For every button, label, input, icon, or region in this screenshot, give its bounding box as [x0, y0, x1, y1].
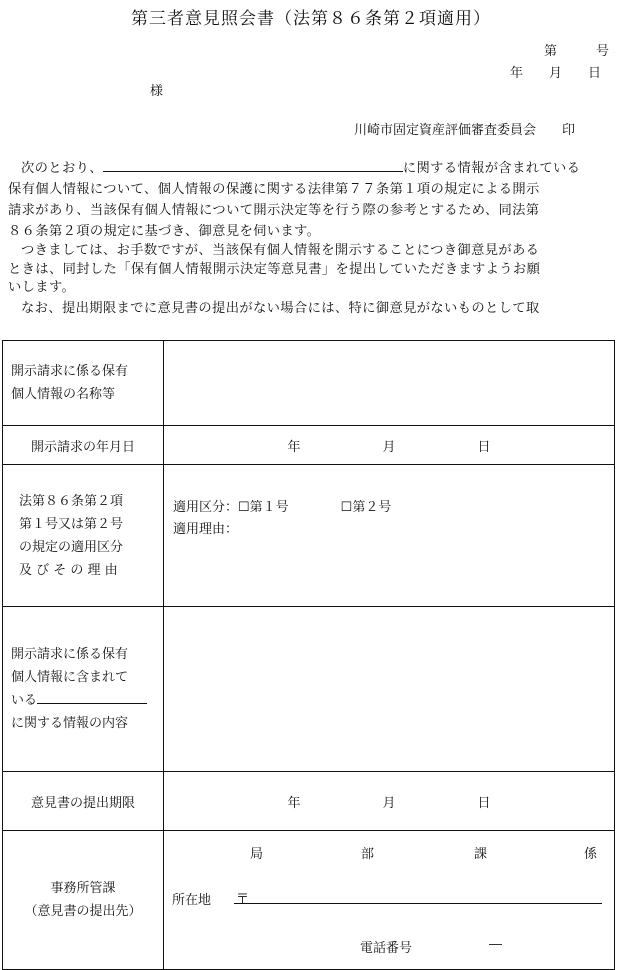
category-line [173, 496, 391, 515]
label-cell [3, 465, 164, 607]
info-kind-blank-line [37, 690, 147, 704]
body-line-4: ８６条第２項の規定に基づき、御意見を伺います。 [8, 224, 321, 239]
table-row [3, 831, 615, 970]
label-line: 個人情報に含まれて [11, 670, 129, 685]
label-text [3, 643, 163, 735]
label-line [11, 689, 163, 712]
department-label: 部 [361, 847, 375, 862]
option-2-checkbox[interactable]: ☐第２号 [340, 500, 392, 515]
table-row [3, 465, 615, 607]
option-1-checkbox[interactable]: ☐第１号 [238, 500, 289, 515]
body-p1-after-blank: に関する情報が含まれている [402, 161, 581, 176]
label-line: に関する情報の内容 [11, 716, 129, 731]
body-line-7: いします。 [8, 280, 76, 295]
year-label: 年 [287, 795, 301, 811]
label-line: 法第８６条第２項 [19, 493, 124, 509]
sender-name: 川崎市固定資産評価審査委員会 印 [354, 123, 576, 138]
date-field [164, 436, 614, 455]
month-label: 月 [382, 439, 396, 455]
document-number-line: 第 号 [544, 44, 610, 59]
label-line: 事務所管課 [50, 881, 116, 896]
label-cell [3, 607, 164, 772]
deadline-value-cell[interactable] [164, 772, 615, 831]
office-cell [164, 831, 615, 970]
label-text: 開示請求の年月日 [30, 439, 135, 455]
section-label: 課 [474, 847, 488, 862]
reason-label: 適用理由： [173, 522, 239, 537]
label-text [3, 877, 163, 923]
body-line-3: 請求があり、当該保有個人情報について開示決定等を行う際の参考とするため、同法第 [8, 203, 540, 218]
info-content-value-cell[interactable] [164, 607, 615, 772]
body-line-5: つきましては、お手数ですが、当該保有個人情報を開示することにつき御意見がある [21, 243, 540, 258]
label-text: いる [11, 693, 38, 708]
request-date-value-cell[interactable] [164, 426, 615, 465]
date-field [164, 792, 614, 811]
label-cell [3, 772, 164, 831]
addressee-suffix: 様 [150, 84, 164, 99]
table-row [3, 772, 615, 831]
body-line-2: 保有個人情報について、個人情報の保護に関する法律第７７条第１項の規定による開示 [8, 182, 540, 197]
label-cell [3, 341, 164, 426]
category-reason-cell [164, 465, 615, 607]
label-text [3, 360, 163, 406]
year-label: 年 [287, 439, 301, 455]
body-p1-start: 次のとおり、 [21, 161, 103, 176]
table-row [3, 607, 615, 772]
label-cell [3, 831, 164, 970]
bureau-label: 局 [250, 847, 264, 862]
document-title: 第三者意見照会書（法第８６条第２項適用） [131, 9, 491, 29]
opinion-request-table [2, 340, 615, 970]
label-cell [3, 426, 164, 465]
table-row [3, 426, 615, 465]
day-label: 日 [477, 795, 491, 811]
label-line: （意見書の提出先） [24, 904, 142, 919]
label-text [3, 490, 163, 582]
label-line: 開示請求に係る保有 [11, 364, 129, 379]
subject-blank-line [103, 159, 403, 172]
address-label: 所在地 [172, 893, 212, 908]
phone-label: 電話番号 [360, 941, 413, 956]
table-row [3, 341, 615, 426]
category-label: 適用区分： [173, 500, 239, 515]
label-line: 個人情報の名称等 [11, 387, 116, 402]
info-name-value-cell[interactable] [164, 341, 615, 426]
body-line-6: ときは、同封した「保有個人情報開示決定等意見書」を提出していただきますようお願 [8, 262, 541, 277]
body-line-1 [8, 157, 580, 176]
label-line: 開示請求に係る保有 [11, 647, 129, 662]
unit-label: 係 [584, 847, 598, 862]
label-text: 意見書の提出期限 [30, 795, 135, 811]
label-line: の規定の適用区分 [19, 539, 124, 555]
postal-mark: 〒 [236, 892, 250, 907]
month-label: 月 [382, 795, 396, 811]
day-label: 日 [477, 439, 491, 455]
address-input-line[interactable] [234, 903, 602, 904]
label-line: 及 び そ の 理 由 [19, 562, 118, 578]
label-line: 第１号又は第２号 [19, 516, 124, 532]
phone-dash: ― [489, 937, 502, 952]
document-date-line: 年 月 日 [510, 66, 602, 81]
body-line-8: なお、提出期限までに意見書の提出がない場合には、特に御意見がないものとして取 [21, 301, 540, 316]
